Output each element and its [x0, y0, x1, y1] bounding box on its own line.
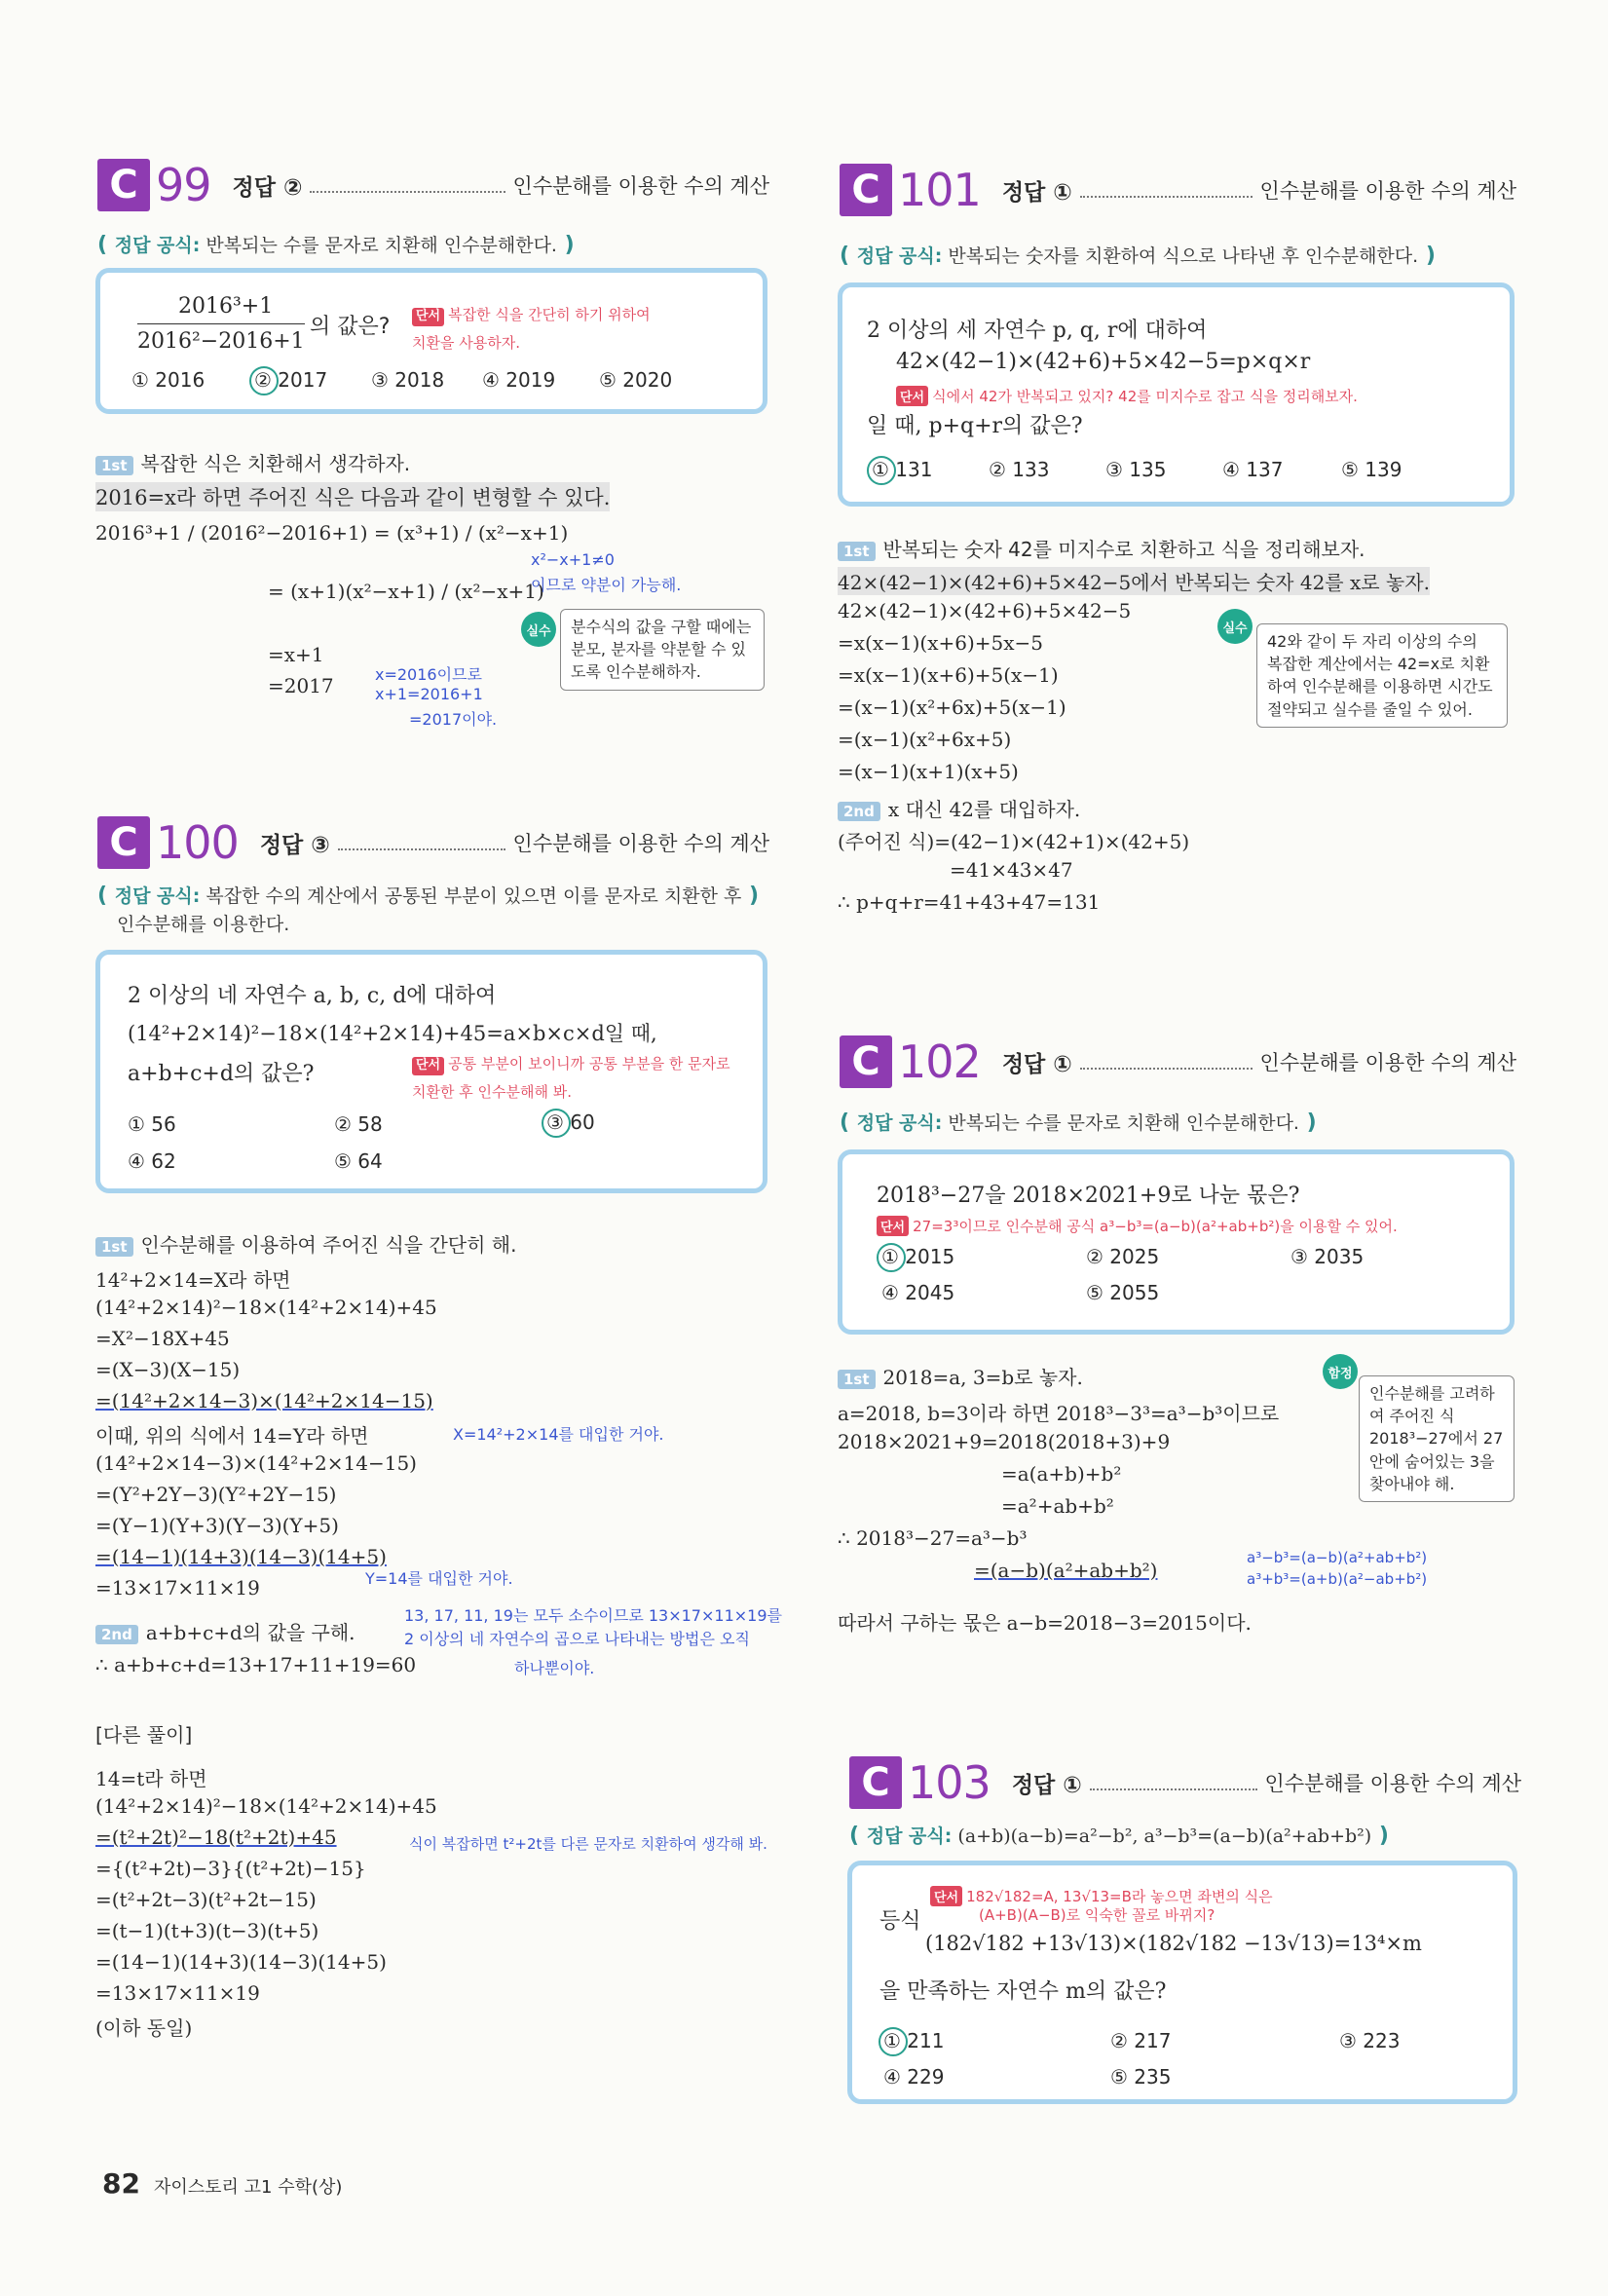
- problem-103-box: [847, 1861, 1517, 2104]
- step-title: x 대신 42를 대입하자.: [887, 798, 1081, 821]
- formula-text: 반복되는 수를 문자로 치환해 인수분해한다.: [948, 1112, 1299, 1134]
- sol102-line: =a²+ab+b²: [1001, 1494, 1114, 1518]
- sol102-line: a=2018, b=3이라 하면 2018³−3³=a³−b³이므로: [838, 1402, 1280, 1425]
- alt-line: 14=t라 하면: [95, 1767, 207, 1790]
- choice-4[interactable]: ④ 2019: [482, 368, 556, 392]
- problem-number: 101: [898, 164, 981, 216]
- sol102-line: ∴ 2018³−27=a³−b³: [838, 1526, 1028, 1550]
- choice-5[interactable]: ⑤ 2055: [1086, 1281, 1160, 1304]
- answer-formula: ( 정답 공식: 반복되는 숫자를 치환하여 식으로 나타낸 후 인수분해한다. ): [840, 244, 1436, 268]
- choice-5[interactable]: ⑤ 139: [1341, 458, 1402, 481]
- note-result: =2017이야.: [409, 710, 498, 729]
- choice-1[interactable]: ① 2016: [131, 368, 206, 392]
- step-title: 복잡한 식은 치환해서 생각하자.: [140, 452, 411, 475]
- answer-formula: ( 정답 공식: 복잡한 수의 계산에서 공통된 부분이 있으면 이를 문자로 치환한 후 ) 인수분해를 이용한다.: [97, 884, 760, 935]
- sol100-line: (14²+2×14)²−18×(14²+2×14)+45: [95, 1296, 437, 1319]
- problem-101-header: [840, 161, 1516, 219]
- sol100-line: =(X−3)(X−15): [95, 1358, 241, 1381]
- sol100-line: =(14²+2×14−3)×(14²+2×14−15): [95, 1389, 433, 1412]
- hint-text: 27=3³이므로 인수분해 공식 a³−b³=(a−b)(a²+ab+b²)을 이용할 수 있어.: [913, 1218, 1398, 1235]
- formula-label: 정답 공식:: [114, 885, 201, 907]
- hint: [412, 1049, 733, 1105]
- hint-tag: 단서: [896, 386, 928, 406]
- question-numerator: 2016³+1: [178, 294, 274, 319]
- note-x-sub: X=14²+2×14를 대입한 거야.: [453, 1425, 664, 1444]
- step-chip: 2nd: [838, 802, 880, 821]
- choice-4[interactable]: ④ 229: [883, 2065, 945, 2089]
- formula-text-1: 복잡한 수의 계산에서 공통된 부분이 있으면 이를 문자로 치환한 후: [206, 885, 742, 907]
- hint-tag: 단서: [930, 1886, 962, 1906]
- question-denominator: 2016²−2016+1: [137, 329, 305, 354]
- c-badge: C: [97, 159, 150, 211]
- alt-solution-title: [다른 풀이]: [95, 1723, 193, 1747]
- leader-dots: [310, 177, 505, 193]
- answer-label: 정답 ②: [232, 174, 303, 201]
- step-title: 2018=a, 3=b로 놓자.: [882, 1366, 1083, 1389]
- topic-label: 인수분해를 이용한 수의 계산: [1264, 1772, 1521, 1795]
- step-title: 인수분해를 이용하여 주어진 식을 간단히 해.: [140, 1233, 517, 1257]
- sol101-line: =(x−1)(x²+6x)+5(x−1): [838, 696, 1066, 719]
- formula-text: 반복되는 숫자를 치환하여 식으로 나타낸 후 인수분해한다.: [948, 245, 1419, 267]
- answer-label: 정답 ①: [1011, 1772, 1082, 1798]
- leader-dots: [1080, 1054, 1253, 1070]
- sol100-line: =(Y²+2Y−3)(Y²+2Y−15): [95, 1483, 337, 1506]
- sol101-intro: 42×(42−1)×(42+6)+5×42−5에서 반복되는 숫자 42를 x로 놓자.: [838, 567, 1430, 595]
- mistake-badge: 실수: [521, 612, 556, 647]
- problem-99-header: [97, 156, 769, 214]
- alt-line: =(t²+2t−3)(t²+2t−15): [95, 1888, 317, 1911]
- question-line-1: 2 이상의 세 자연수 p, q, r에 대하여: [867, 319, 1208, 343]
- step-chip: 2nd: [95, 1625, 138, 1644]
- problem-101-box: [838, 282, 1515, 507]
- sol100-line: =(Y−1)(Y+3)(Y−3)(Y+5): [95, 1514, 339, 1537]
- sol100-step1: [95, 1229, 516, 1258]
- sol102-line: 2018×2021+9=2018(2018+3)+9: [838, 1430, 1171, 1453]
- problem-103-header: [849, 1753, 1521, 1812]
- topic-label: 인수분해를 이용한 수의 계산: [512, 832, 769, 855]
- question-line-1: 2018³−27을 2018×2021+9로 나눈 몫은?: [877, 1184, 1300, 1208]
- c-badge: C: [840, 1035, 892, 1088]
- choice-3[interactable]: ③ 2018: [371, 368, 445, 392]
- page-footer: [102, 2167, 342, 2200]
- choice-1[interactable]: ① 211: [883, 2029, 945, 2052]
- choice-2[interactable]: ② 217: [1110, 2029, 1172, 2052]
- sol101-line: 42×(42−1)×(42+6)+5×42−5: [838, 599, 1132, 622]
- formula-label: 정답 공식:: [866, 1826, 953, 1847]
- alt-line: =(14−1)(14+3)(14−3)(14+5): [95, 1950, 387, 1974]
- sol100-line: 이때, 위의 식에서 14=Y라 하면: [95, 1424, 369, 1448]
- sol100-line: (14²+2×14−3)×(14²+2×14−15): [95, 1451, 417, 1475]
- hint: [896, 383, 1358, 407]
- leader-dots: [1080, 182, 1253, 198]
- sol101-line: =x(x−1)(x+6)+5(x−1): [838, 663, 1059, 687]
- sol100-final: ∴ a+b+c+d=13+17+11+19=60: [95, 1653, 417, 1676]
- answer-circle: [879, 2027, 908, 2056]
- choice-5[interactable]: ⑤ 64: [334, 1149, 383, 1173]
- sol101-line: =x(x−1)(x+6)+5x−5: [838, 631, 1044, 655]
- hint-tag: 단서: [412, 308, 444, 326]
- sol102-final: 따라서 구하는 몫은 a−b=2018−3=2015이다.: [838, 1611, 1252, 1635]
- problem-number: 99: [156, 159, 211, 211]
- sol99-line3: =x+1: [268, 643, 324, 666]
- formula-text-2: 인수분해를 이용한다.: [117, 913, 290, 935]
- sol99-step1: [95, 448, 410, 476]
- answer-circle: [249, 366, 279, 395]
- choice-4[interactable]: ④ 137: [1222, 458, 1284, 481]
- sol100-line: =13×17×11×19: [95, 1576, 260, 1600]
- note-x-plus-1: x+1=2016+1: [375, 685, 483, 703]
- step-chip: 1st: [838, 1370, 876, 1389]
- hint: [877, 1213, 1398, 1237]
- book-title: 자이스토리 고1 수학(상): [153, 2177, 343, 2198]
- answer-label: 정답 ①: [1001, 1051, 1072, 1077]
- choice-3[interactable]: ③ 2035: [1290, 1245, 1365, 1268]
- step-title: 반복되는 숫자 42를 미지수로 치환하고 식을 정리해보자.: [882, 538, 1365, 561]
- sol100-line: =(14−1)(14+3)(14−3)(14+5): [95, 1545, 387, 1568]
- mistake-note: 분수식의 값을 구할 때에는 분모, 분자를 약분할 수 있도록 인수분해하자.: [560, 609, 765, 691]
- question-line-1: 2 이상의 네 자연수 a, b, c, d에 대하여: [128, 984, 497, 1008]
- choice-5[interactable]: ⑤ 2020: [599, 368, 673, 392]
- problem-number: 100: [156, 816, 239, 869]
- question-line-2: 42×(42−1)×(42+6)+5×42−5=p×q×r: [896, 350, 1311, 374]
- answer-formula: ( 정답 공식: 반복되는 수를 문자로 치환해 인수분해한다. ): [840, 1110, 1317, 1135]
- question-line-3: 을 만족하는 자연수 m의 값은?: [879, 1979, 1167, 2004]
- problem-100-box: [95, 950, 767, 1193]
- formula-label: 정답 공식:: [114, 235, 201, 256]
- choice-3[interactable]: ③ 223: [1339, 2029, 1401, 2052]
- note-prime-3: 하나뿐이야.: [514, 1659, 595, 1677]
- hint-tag: 단서: [412, 1057, 444, 1075]
- choice-1[interactable]: ① 131: [872, 458, 933, 481]
- answer-circle: [867, 456, 896, 485]
- trap-badge: 함정: [1323, 1354, 1358, 1389]
- formula-label: 정답 공식:: [856, 1112, 943, 1134]
- c-badge: C: [849, 1756, 902, 1809]
- sol102-line: =(a−b)(a²+ab+b²): [974, 1559, 1158, 1582]
- c-badge: C: [840, 164, 892, 216]
- alt-line: =(t−1)(t+3)(t−3)(t+5): [95, 1919, 319, 1942]
- note-x-value: x=2016이므로: [375, 665, 482, 684]
- sol101-line: =(x−1)(x²+6x+5): [838, 728, 1012, 751]
- alt-line: =13×17×11×19: [95, 1981, 260, 2005]
- choice-2[interactable]: ② 58: [334, 1112, 383, 1136]
- formula-text: (a+b)(a−b)=a²−b², a³−b³=(a−b)(a²+ab+b²): [957, 1826, 1372, 1847]
- formula-label: 정답 공식:: [856, 245, 943, 267]
- sol100-line: 14²+2×14=X라 하면: [95, 1268, 291, 1292]
- note-y-sub: Y=14를 대입한 거야.: [365, 1569, 513, 1588]
- alt-line: =(t²+2t)²−18(t²+2t)+45: [95, 1826, 337, 1849]
- hint-text: 복잡한 식을 간단히 하기 위하여 치환을 사용하자.: [412, 306, 651, 352]
- alt-line: (14²+2×14)²−18×(14²+2×14)+45: [95, 1794, 437, 1818]
- choice-2[interactable]: ② 2025: [1086, 1245, 1160, 1268]
- problem-number: 102: [898, 1035, 981, 1088]
- note-prime-1: 13, 17, 11, 19는 모두 소수이므로 13×17×11×19를: [404, 1606, 782, 1625]
- question-tail: 의 값은?: [310, 315, 391, 339]
- question-line-2: (14²+2×14)²−18×(14²+2×14)+45=a×b×c×d일 때,: [128, 1022, 657, 1045]
- problem-102-header: [840, 1033, 1516, 1091]
- sol101-sub-line-2: =41×43×47: [950, 858, 1073, 882]
- note-nonzero: x²−x+1≠0: [531, 550, 615, 569]
- step-chip: 1st: [95, 456, 133, 475]
- problem-102-box: [838, 1149, 1515, 1335]
- sol99-line2: = (x+1)(x²−x+1) / (x²−x+1): [268, 580, 544, 603]
- topic-label: 인수분해를 이용한 수의 계산: [1259, 179, 1516, 203]
- mistake-badge: 실수: [1217, 609, 1253, 644]
- choice-4[interactable]: ④ 2045: [881, 1281, 955, 1304]
- answer-label: 정답 ①: [1001, 179, 1072, 206]
- hint-text: 공통 부분이 보이니까 공통 부분을 한 문자로 치환한 후 인수분해해 봐.: [412, 1055, 730, 1101]
- page-number: 82: [102, 2167, 140, 2200]
- choice-3[interactable]: ③ 135: [1105, 458, 1167, 481]
- step-title: a+b+c+d의 값을 구해.: [145, 1621, 355, 1644]
- alt-note: 식이 복잡하면 t²+2t를 다른 문자로 치환하여 생각해 봐.: [409, 1835, 767, 1853]
- choice-4[interactable]: ④ 62: [128, 1149, 176, 1173]
- problem-number: 103: [908, 1756, 991, 1809]
- sol100-line: =X²−18X+45: [95, 1327, 230, 1350]
- answer-formula: ( 정답 공식: 반복되는 수를 문자로 치환해 인수분해한다. ): [97, 233, 575, 257]
- sol102-step1: [838, 1362, 1083, 1390]
- sol101-step2: [838, 794, 1080, 822]
- sol99-intro: 2016=x라 하면 주어진 식은 다음과 같이 변형할 수 있다.: [95, 482, 610, 511]
- sol101-sub-line-1: (주어진 식)=(42−1)×(42+1)×(42+5): [838, 830, 1190, 853]
- formula-text: 반복되는 수를 문자로 치환해 인수분해한다.: [206, 235, 557, 256]
- sol101-step1: [838, 534, 1365, 562]
- sol101-final: ∴ p+q+r=41+43+47=131: [838, 890, 1101, 914]
- question-prefix: 등식: [879, 1909, 921, 1934]
- choice-1[interactable]: ① 56: [128, 1112, 176, 1136]
- note-prime-2: 2 이상의 네 자연수의 곱으로 나타내는 방법은 오직: [404, 1630, 750, 1648]
- choice-1[interactable]: ① 2015: [881, 1245, 955, 1268]
- hint-text: 식에서 42가 반복되고 있지? 42를 미지수로 잡고 식을 정리해보자.: [932, 388, 1358, 405]
- hint-text-2: (A+B)(A−B)로 익숙한 꼴로 바뀌지?: [979, 1906, 1215, 1924]
- formula-sum-of-cubes: a³+b³=(a+b)(a²−ab+b²): [1247, 1570, 1428, 1588]
- step-chip: 1st: [838, 542, 876, 561]
- problem-99-box: [95, 268, 767, 414]
- choice-3[interactable]: ③ 60: [546, 1110, 595, 1134]
- step-chip: 1st: [95, 1237, 133, 1257]
- answer-circle: [542, 1109, 571, 1138]
- note-reducible: 이므로 약분이 가능해.: [531, 576, 682, 594]
- problem-100-header: [97, 813, 769, 872]
- hint-tag: 단서: [877, 1216, 909, 1236]
- topic-label: 인수분해를 이용한 수의 계산: [512, 174, 769, 198]
- hint-text-1: 182√182=A, 13√13=B라 놓으면 좌변의 식은: [966, 1888, 1273, 1905]
- topic-label: 인수분해를 이용한 수의 계산: [1259, 1051, 1516, 1074]
- sol99-line1: 2016³+1 / (2016²−2016+1) = (x³+1) / (x²−x+1): [95, 521, 569, 545]
- answer-label: 정답 ③: [259, 832, 330, 858]
- alt-line: ={(t²+2t)−3}{(t²+2t)−15}: [95, 1857, 366, 1880]
- answer-formula: ( 정답 공식: (a+b)(a−b)=a²−b², a³−b³=(a−b)(a²+ab+b²) ): [849, 1824, 1389, 1848]
- leader-dots: [1090, 1775, 1257, 1790]
- fraction-bar: [137, 323, 305, 324]
- leader-dots: [338, 835, 505, 850]
- mistake-note: 42와 같이 두 자리 이상의 수의 복잡한 계산에서는 42=x로 치환하여 인수분해를 이용하면 시간도 절약되고 실수를 줄일 수 있어.: [1256, 623, 1508, 728]
- question-line-2: (182√182 +13√13)×(182√182 −13√13)=13⁴×m: [925, 1932, 1422, 1955]
- hint: [412, 300, 665, 356]
- sol99-line4: =2017: [268, 674, 334, 697]
- question-line-3: 일 때, p+q+r의 값은?: [867, 414, 1083, 438]
- answer-circle: [877, 1243, 906, 1272]
- alt-line: (이하 동일): [95, 2016, 193, 2040]
- question-line-3: a+b+c+d의 값은?: [128, 1062, 315, 1086]
- trap-note: 인수분해를 고려하여 주어진 식 2018³−27에서 27 안에 숨어있는 3을 찾아내야 해.: [1359, 1375, 1515, 1502]
- choice-2[interactable]: ② 133: [989, 458, 1050, 481]
- choice-2[interactable]: ② 2017: [254, 368, 328, 392]
- sol102-line: =a(a+b)+b²: [1001, 1462, 1122, 1486]
- formula-difference-of-cubes: a³−b³=(a−b)(a²+ab+b²): [1247, 1549, 1428, 1566]
- choice-5[interactable]: ⑤ 235: [1110, 2065, 1172, 2089]
- sol100-step2: [95, 1617, 355, 1645]
- c-badge: C: [97, 816, 150, 869]
- sol101-line: =(x−1)(x+1)(x+5): [838, 760, 1019, 783]
